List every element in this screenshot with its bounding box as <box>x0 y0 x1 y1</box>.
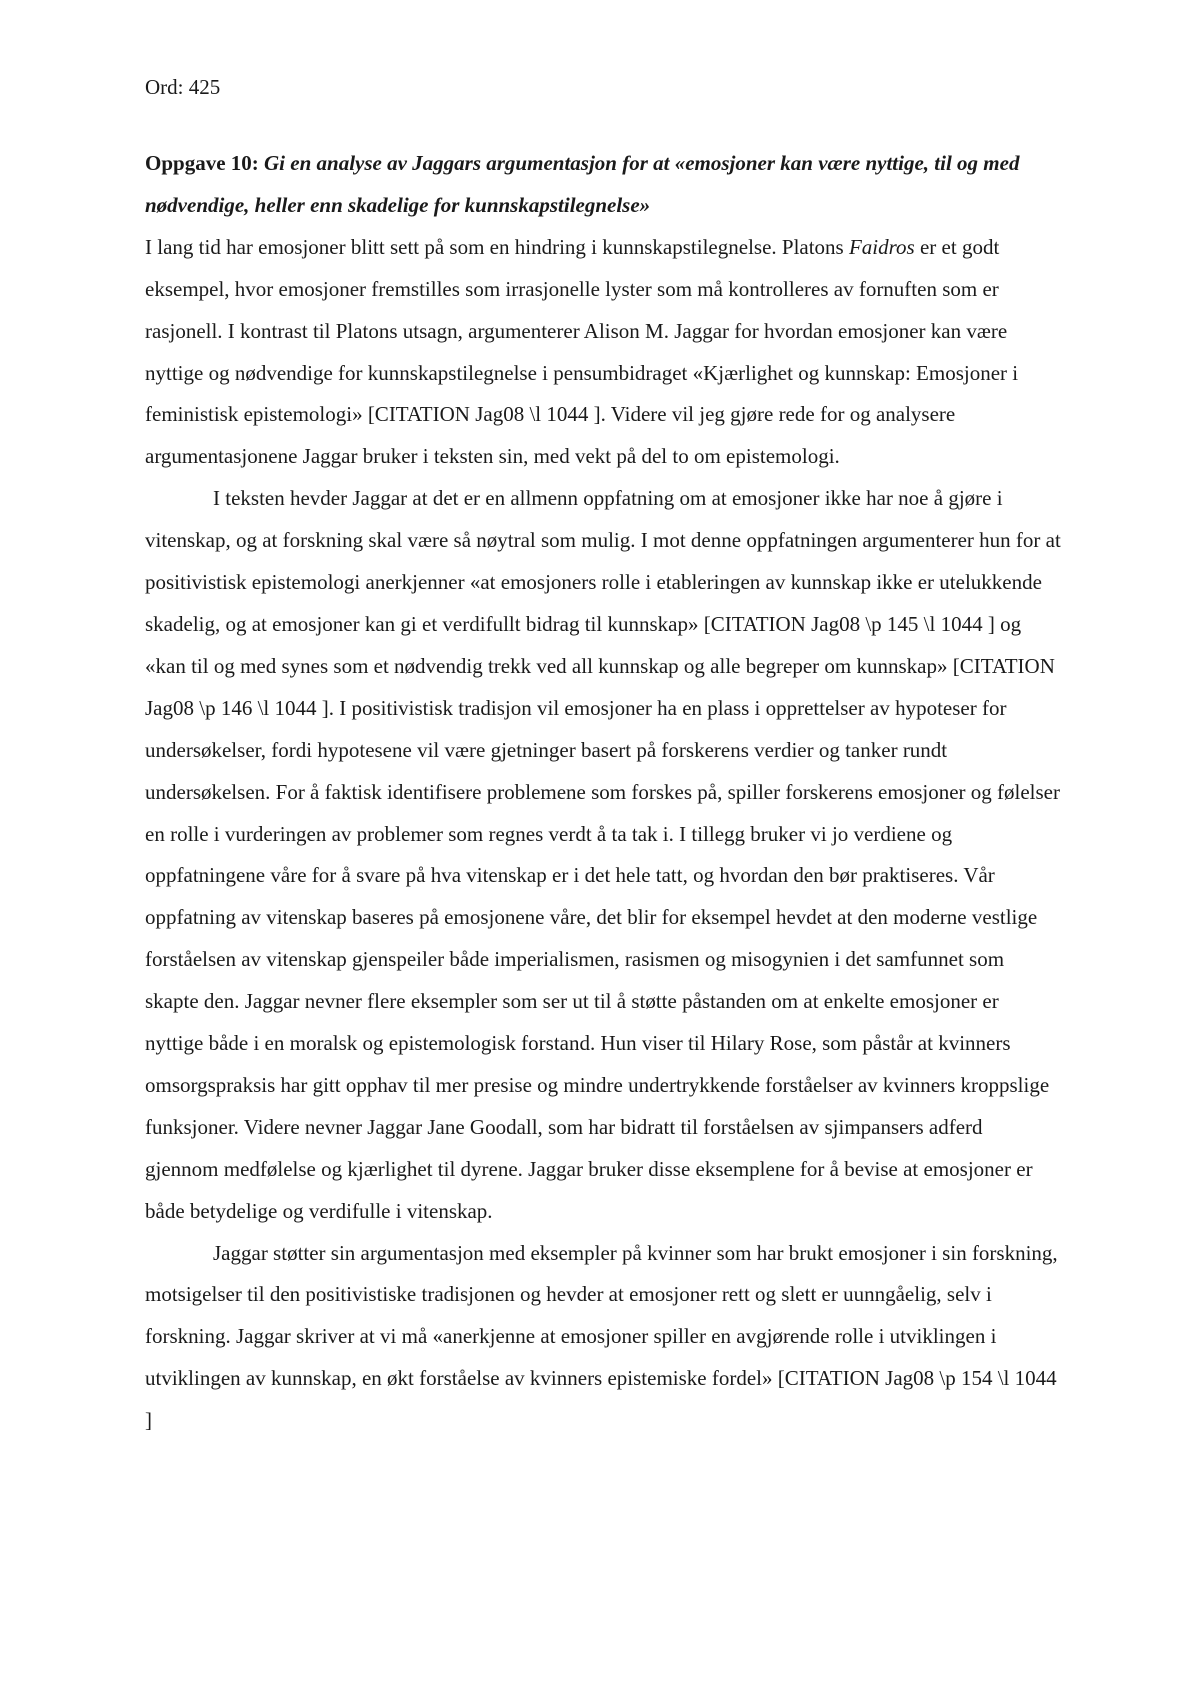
word-count: Ord: 425 <box>145 75 221 99</box>
paragraph-analysis: I teksten hevder Jaggar at det er en allmenn oppfatning om at emosjoner ikke har noe å gjøre i vitenskap, og at forskning skal være så nøytral som mulig. I mot denne oppfatningen argumenterer hun for at positivistisk epistemologi anerkjenner «at emosjoners rolle i etableringen av kunnskap ikke er utelukkende skadelig, og at emosjoner kan gi et verdifullt bidrag til kunnskap» [CITATION Jag08 \p 145 \l 1044 ] og «kan til og med synes som et nødvendig trekk ved all kunnskap og alle begreper om kunnskap» [CITATION Jag08 \p 146 \l 1044 ]. I positivistisk tradisjon vil emosjoner ha en plass i opprettelser av hypoteser for undersøkelser, fordi hypotesene vil være gjetninger basert på forskerens verdier og tanker rundt undersøkelsen. For å faktisk identifisere problemene som forskes på, spiller forskerens emosjoner og følelser en rolle i vurderingen av problemer som regnes verdt å ta tak i. I tillegg bruker vi jo verdiene og oppfatningene våre for å svare på hva vitenskap er i det hele tatt, og hvordan den bør praktiseres. Vår oppfatning av vitenskap baseres på emosjonene våre, det blir for eksempel hevdet at den moderne vestlige forståelsen av vitenskap gjenspeiler både imperialismen, rasismen og misogynien i det samfunnet som skapte den. Jaggar nevner flere eksempler som ser ut til å støtte påstanden om at enkelte emosjoner er nyttige både i en moralsk og epistemologisk forstand. Hun viser til Hilary Rose, som påstår at kvinners omsorgspraksis har gitt opphav til mer presise og mindre undertrykkende forståelser av kvinners kroppslige funksjoner. Videre nevner Jaggar Jane Goodall, som har bidratt til forståelsen av sjimpansers adferd gjennom medfølelse og kjærlighet til dyrene. Jaggar bruker disse eksemplene for å bevise at emosjoner er både betydelige og verdifulle i vitenskap. <box>145 486 1061 1223</box>
book-title: Faidros <box>848 234 915 259</box>
assignment-label: Oppgave 10: <box>145 151 259 175</box>
document-body <box>145 143 1061 1442</box>
assignment-heading <box>145 143 1061 227</box>
paragraph-intro-start: I lang tid har emosjoner blitt sett på som en hindring i kunnskapstilegnelse. Platons <box>145 234 844 259</box>
paragraph-intro-rest: er et godt eksempel, hvor emosjoner fremstilles som irrasjonelle lyster som må kontrolleres av fornuften som er rasjonell. I kontrast til Platons utsagn, argumenterer Alison M. Jaggar for hvordan emosjoner kan være nyttige og nødvendige for kunnskapstilegnelse i pensumbidraget «Kjærlighet og kunnskap: Emosjoner i feministisk epistemologi» [CITATION Jag08 \l 1044 ]. Videre vil jeg gjøre rede for og analysere argumentasjonene Jaggar bruker i teksten sin, med vekt på del to om epistemologi. <box>145 234 1019 469</box>
paragraph-intro <box>145 227 1061 478</box>
paragraph-conclusion: Jaggar støtter sin argumentasjon med eksempler på kvinner som har brukt emosjoner i sin forskning, motsigelser til den positivistiske tradisjonen og hevder at emosjoner rett og slett er uunngåelig, selv i forskning. Jaggar skriver at vi må «anerkjenne at emosjoner spiller en avgjørende rolle i utviklingen i utviklingen av kunnskap, en økt forståelse av kvinners epistemiske fordel» [CITATION Jag08 \p 154 \l 1044 ] <box>145 1240 1058 1433</box>
assignment-title: Gi en analyse av Jaggars argumentasjon for at «emosjoner kan være nyttige, til og med nødvendige, heller enn skadelige for kunnskapstilegnelse» <box>145 151 1020 217</box>
